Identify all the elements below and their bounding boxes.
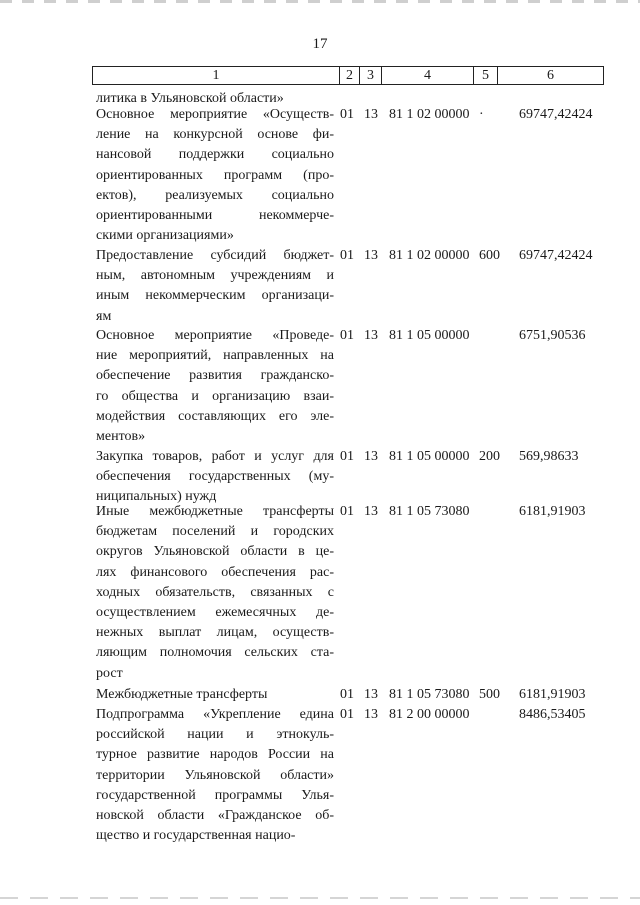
description-line: округов Ульяновской области в це- bbox=[96, 544, 334, 560]
row-description bbox=[96, 502, 334, 684]
description-line: скими организациями» bbox=[96, 228, 234, 244]
description-line: го общества и организацию взаи- bbox=[96, 388, 334, 404]
section-code: 01 bbox=[340, 107, 354, 122]
target-article-code: 81 1 05 00000 bbox=[389, 328, 470, 343]
section-code: 01 bbox=[340, 687, 354, 702]
description-line: Основное мероприятие «Проведе- bbox=[96, 328, 334, 343]
target-article-code: 81 1 02 00000 bbox=[389, 107, 470, 122]
target-article-code: 81 1 05 73080 bbox=[389, 504, 470, 519]
target-article-code: 81 1 02 00000 bbox=[389, 248, 470, 263]
row-description bbox=[96, 705, 334, 846]
description-line: иным некоммерческим организаци- bbox=[96, 288, 334, 304]
amount-value: 8486,53405 bbox=[519, 707, 586, 722]
description-line: Подпрограмма «Укрепление едина bbox=[96, 707, 334, 722]
expense-type-code: · bbox=[479, 107, 484, 122]
subsection-code: 13 bbox=[364, 107, 378, 122]
description-line: ориентированными некоммерче- bbox=[96, 208, 334, 224]
subsection-code: 13 bbox=[364, 248, 378, 263]
description-line: ходных обязательств, связанных с bbox=[96, 584, 334, 600]
description-line: осуществлением ежемесячных де- bbox=[96, 605, 334, 621]
amount-value: 69747,42424 bbox=[519, 248, 593, 263]
description-line: ным, автономным учреждениям и bbox=[96, 268, 334, 284]
description-line: модействия составляющих его эле- bbox=[96, 408, 334, 424]
description-line: ниципальных) нужд bbox=[96, 489, 217, 505]
description-line: территории Ульяновской области» bbox=[96, 767, 334, 783]
description-line: ление на конкурсной основе фи- bbox=[96, 127, 334, 143]
row-description bbox=[96, 105, 334, 246]
table-header bbox=[92, 66, 604, 85]
expense-type-code: 600 bbox=[479, 248, 500, 263]
section-code: 01 bbox=[340, 707, 354, 722]
header-col-1: 1 bbox=[212, 68, 220, 83]
description-line: рост bbox=[96, 665, 123, 681]
description-line: Межбюджетные трансферты bbox=[96, 687, 268, 702]
target-article-code: 81 2 00 00000 bbox=[389, 707, 470, 722]
description-line: обеспечение развития гражданско- bbox=[96, 368, 334, 384]
description-line: лях финансового обеспечения рас- bbox=[96, 564, 334, 580]
section-code: 01 bbox=[340, 248, 354, 263]
subsection-code: 13 bbox=[364, 328, 378, 343]
subsection-code: 13 bbox=[364, 449, 378, 464]
description-line: Иные межбюджетные трансферты bbox=[96, 504, 334, 519]
subsection-code: 13 bbox=[364, 707, 378, 722]
description-line: ориентированных программ (про- bbox=[96, 167, 334, 183]
header-col-6: 6 bbox=[497, 67, 603, 84]
amount-value: 6181,91903 bbox=[519, 687, 586, 702]
scan-edge-top bbox=[0, 0, 640, 3]
section-code: 01 bbox=[340, 504, 354, 519]
description-line: ям bbox=[96, 308, 112, 324]
description-line: государственной программы Улья- bbox=[96, 787, 334, 803]
section-code: 01 bbox=[340, 328, 354, 343]
section-code: 01 bbox=[340, 449, 354, 464]
page-number: 17 bbox=[312, 36, 328, 52]
expense-type-code: 200 bbox=[479, 449, 500, 464]
description-line: ляющим полномочия сельских ста- bbox=[96, 645, 334, 661]
amount-value: 6181,91903 bbox=[519, 504, 586, 519]
row-description bbox=[96, 326, 334, 447]
header-col-3: 3 bbox=[359, 67, 381, 84]
subsection-code: 13 bbox=[364, 504, 378, 519]
description-line: новской области «Гражданское об- bbox=[96, 808, 334, 824]
description-line: ектов), реализуемых социально bbox=[96, 187, 334, 203]
description-line: турное развитие народов России на bbox=[96, 747, 334, 763]
description-line: ментов» bbox=[96, 429, 146, 445]
description-line: Предоставление субсидий бюджет- bbox=[96, 248, 334, 263]
description-line: щество и государственная нацио- bbox=[96, 828, 296, 844]
header-col-2: 2 bbox=[339, 67, 359, 84]
description-line: российской нации и этнокуль- bbox=[96, 727, 334, 743]
description-line: Закупка товаров, работ и услуг для bbox=[96, 449, 334, 464]
description-line: Основное мероприятие «Осуществ- bbox=[96, 107, 334, 122]
row-description bbox=[96, 246, 334, 327]
description-line: литика в Ульяновской области» bbox=[96, 91, 284, 106]
header-col-4: 4 bbox=[381, 67, 473, 84]
subsection-code: 13 bbox=[364, 687, 378, 702]
row-description bbox=[96, 447, 334, 508]
description-line: ние мероприятий, направленных на bbox=[96, 348, 334, 364]
scan-edge-bottom bbox=[0, 897, 640, 899]
expense-type-code: 500 bbox=[479, 687, 500, 702]
description-line: нансовой поддержки социально bbox=[96, 147, 334, 163]
description-line: бюджетам поселений и городских bbox=[96, 524, 334, 540]
amount-value: 569,98633 bbox=[519, 449, 579, 464]
description-line: обеспечения государственных (му- bbox=[96, 469, 334, 485]
row-description bbox=[96, 685, 334, 705]
amount-value: 69747,42424 bbox=[519, 107, 593, 122]
target-article-code: 81 1 05 73080 bbox=[389, 687, 470, 702]
description-line: нежных выплат лицам, осуществ- bbox=[96, 625, 334, 641]
target-article-code: 81 1 05 00000 bbox=[389, 449, 470, 464]
header-col-5: 5 bbox=[473, 67, 497, 84]
amount-value: 6751,90536 bbox=[519, 328, 586, 343]
